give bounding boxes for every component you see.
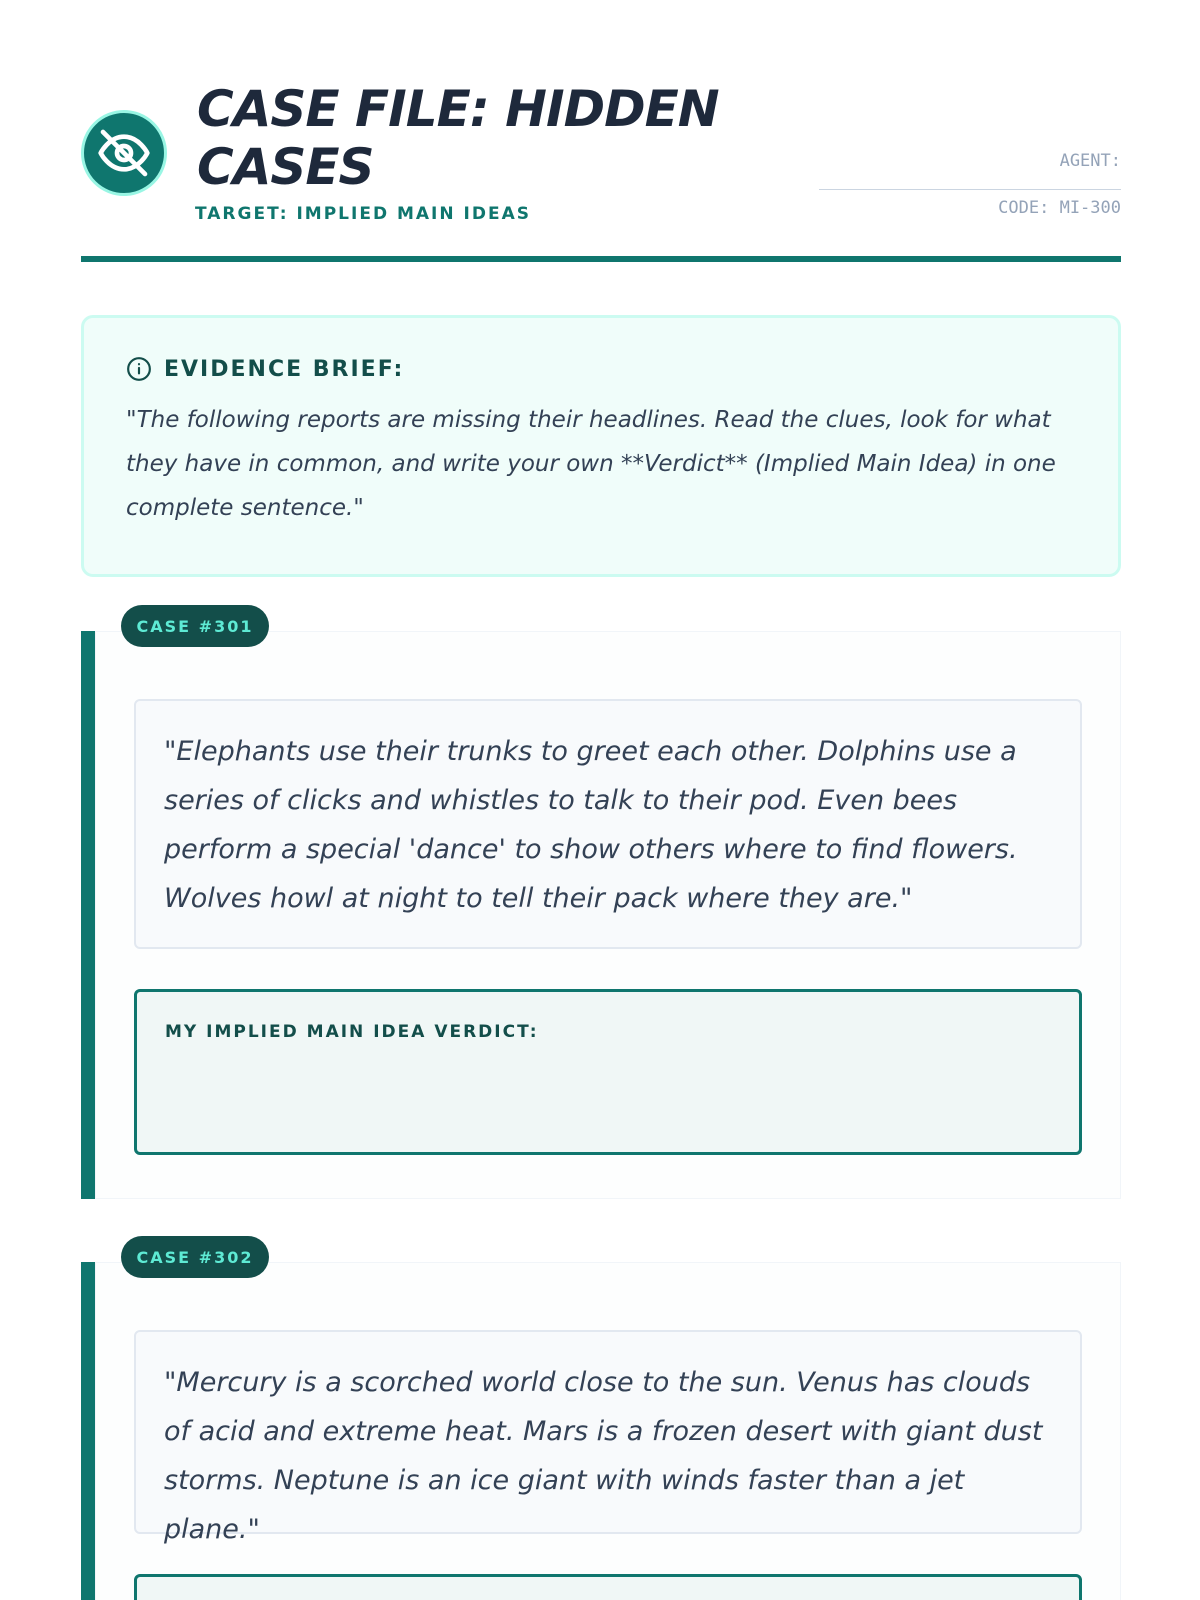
agent-block — [819, 146, 1121, 220]
eye-slash-icon — [81, 110, 167, 196]
evidence-brief — [81, 315, 1121, 577]
agent-name-line[interactable] — [819, 188, 1121, 190]
case-accent-bar — [81, 1262, 95, 1600]
brief-header — [126, 352, 1076, 386]
header — [81, 80, 1121, 262]
case-badge: CASE #302 — [121, 1236, 269, 1278]
case-quote: "Mercury is a scorched world close to the sun. Venus has clouds of acid and extreme heat. Mars is a frozen desert with giant dust storms. Neptune is an ice giant with winds faster than a jet plane." — [134, 1330, 1082, 1534]
case-card — [81, 605, 1121, 1205]
brief-title: EVIDENCE BRIEF: — [164, 356, 405, 382]
case-card — [81, 1236, 1121, 1600]
title-line-1: CASE FILE: HIDDEN — [197, 80, 719, 138]
case-quote: "Elephants use their trunks to greet each other. Dolphins use a series of clicks and whistles to talk to their pod. Even bees perform a special 'dance' to show others where to find flowers. Wolves howl at night to tell their pack where they are." — [134, 699, 1082, 949]
brief-text: "The following reports are missing their headlines. Read the clues, look for what they have in common, and write your own **Verdict** (Implied Main Idea) in one complete sentence." — [126, 407, 1056, 521]
title-line-2: CASES — [197, 138, 374, 196]
info-icon — [126, 356, 152, 382]
case-badge: CASE #301 — [121, 605, 269, 647]
verdict-box[interactable] — [134, 1574, 1082, 1600]
code-label: CODE: MI-300 — [998, 198, 1121, 218]
agent-label: AGENT: — [1059, 151, 1121, 171]
page-title — [197, 80, 777, 196]
verdict-box[interactable] — [134, 989, 1082, 1155]
page-subtitle: TARGET: IMPLIED MAIN IDEAS — [195, 204, 531, 224]
case-accent-bar — [81, 631, 95, 1199]
verdict-label: MY IMPLIED MAIN IDEA VERDICT: — [165, 1022, 539, 1042]
